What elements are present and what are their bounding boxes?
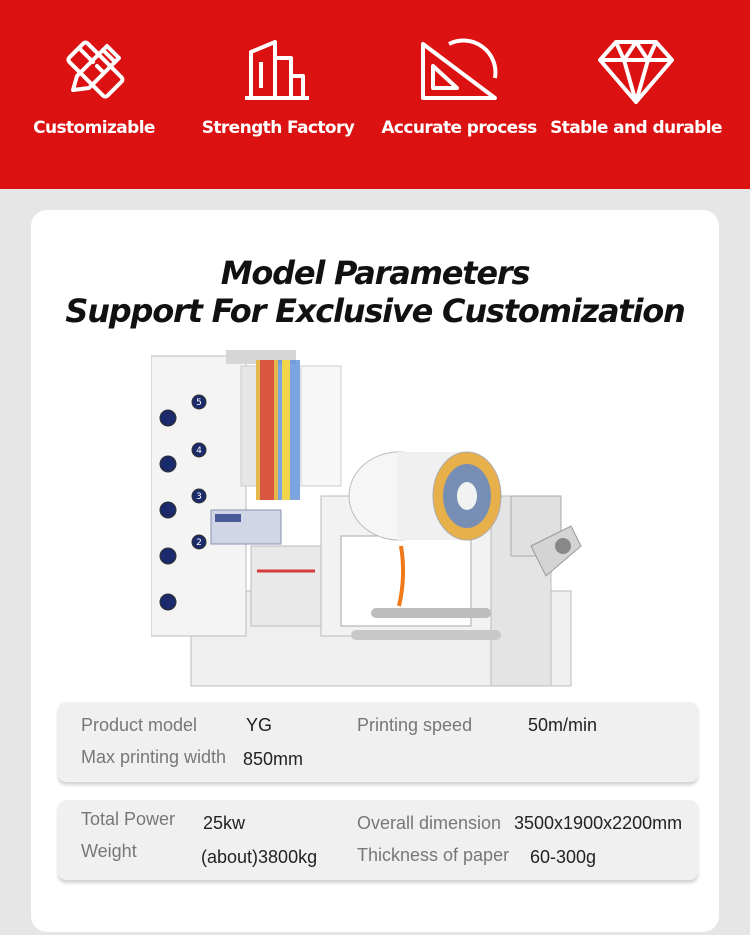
parameters-card (31, 210, 719, 932)
feature-label: Customizable (33, 118, 155, 138)
param-label: Weight (81, 841, 137, 861)
feature-customizable (0, 0, 188, 189)
parameters-table-2 (58, 800, 698, 880)
precision-angle-icon (419, 36, 499, 106)
parameters-table-1 (58, 702, 698, 782)
param-value: 60-300g (530, 847, 597, 867)
feature-strength-factory (184, 0, 372, 189)
feature-label: Stable and durable (550, 118, 722, 138)
feature-label: Accurate process (381, 118, 537, 138)
param-label: Product model (81, 715, 198, 735)
pencil-ruler-icon (59, 36, 129, 106)
param-label: Printing speed (357, 715, 473, 735)
section-subtitle: Support For Exclusive Customization (65, 292, 685, 330)
param-value: (about)3800kg (201, 847, 318, 867)
feature-stable-durable (542, 0, 730, 189)
feature-label: Strength Factory (201, 118, 355, 138)
param-label: Max printing width (81, 747, 227, 767)
param-value: 50m/min (528, 715, 598, 735)
param-value: 3500x1900x2200mm (514, 813, 683, 833)
param-label: Total Power (81, 809, 176, 829)
param-label: Overall dimension (357, 813, 502, 833)
unit-number: 5 (196, 398, 202, 408)
param-value: 850mm (243, 749, 304, 769)
section-title: Model Parameters (220, 254, 530, 292)
feature-accurate-process (365, 0, 553, 189)
building-icon (243, 36, 313, 106)
param-value: YG (246, 715, 273, 735)
feature-banner (0, 0, 750, 189)
unit-number: 3 (196, 492, 202, 502)
param-label: Thickness of paper (357, 845, 510, 865)
unit-number: 2 (196, 538, 202, 548)
unit-number: 4 (196, 446, 202, 456)
diamond-icon (596, 36, 676, 106)
param-value: 25kw (203, 813, 246, 833)
printing-machine-image (151, 346, 601, 691)
